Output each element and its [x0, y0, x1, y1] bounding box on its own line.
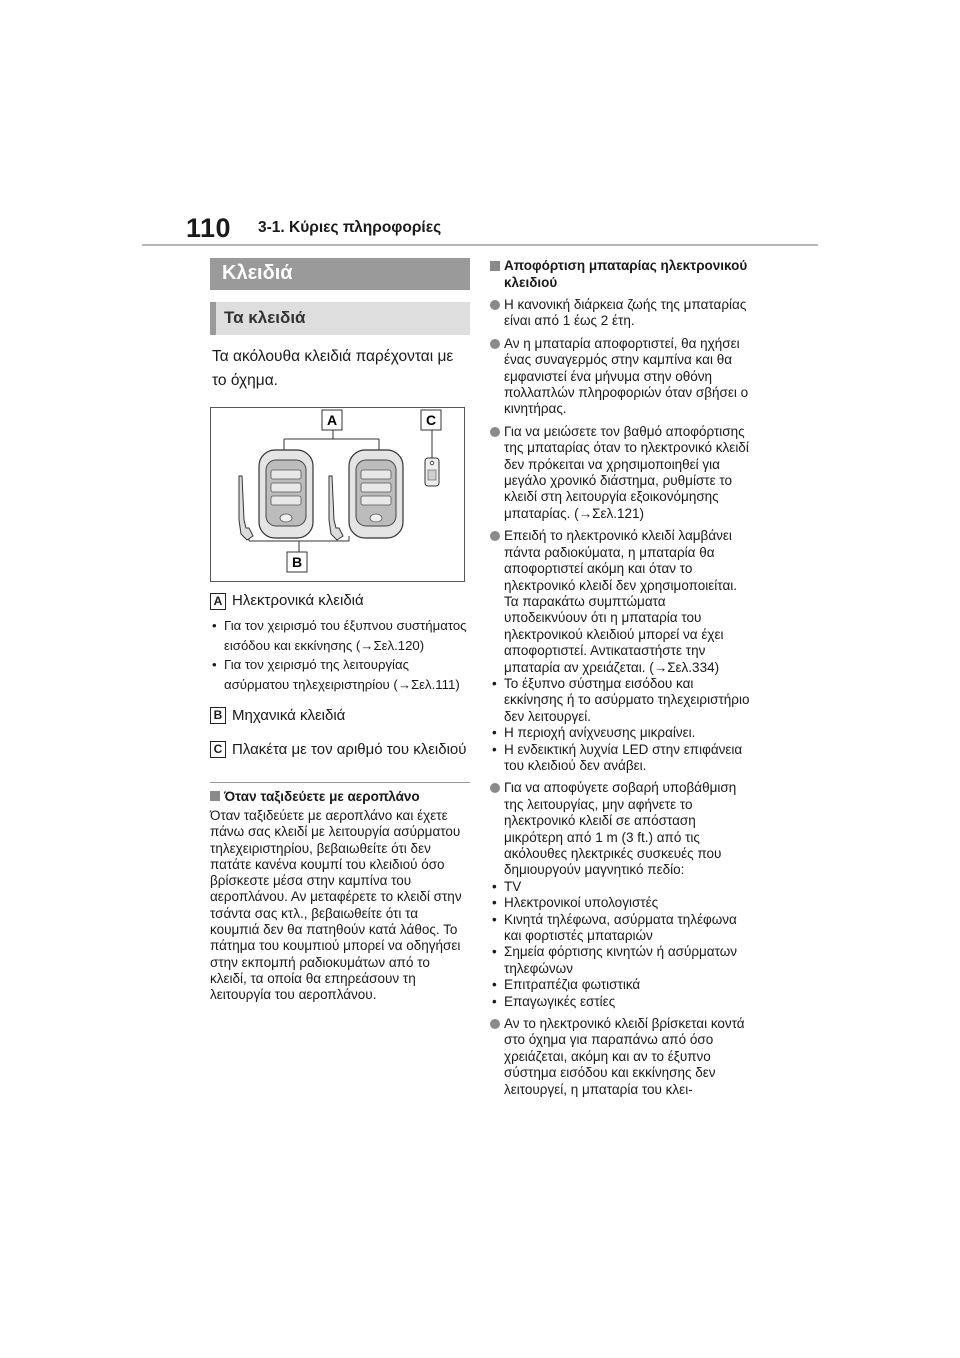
label-box-a: A: [210, 593, 226, 610]
intro-text: Τα ακόλουθα κλειδιά παρέχονται με το όχημα.: [212, 348, 454, 389]
smart-key-right: [349, 450, 403, 538]
list-item: • TV: [490, 879, 752, 895]
battery-heading-text: Αποφόρτιση μπαταρίας ηλεκτρονικού κλειδιού: [504, 258, 748, 290]
item-b-text: Μηχανικά κλειδιά: [232, 707, 346, 724]
list-item: • Επιτραπέζια φωτιστικά: [490, 977, 752, 993]
item-a: [210, 590, 470, 612]
figure-label-a: [322, 410, 342, 430]
label-box-b: B: [210, 707, 226, 724]
key-number-plate: [425, 458, 439, 486]
left-column: [210, 258, 470, 1004]
battery-item-3: [490, 424, 752, 522]
page-number: 110: [186, 213, 232, 243]
circle-bullet-icon: [490, 783, 500, 793]
battery-item-1: [490, 297, 752, 330]
figure-label-c: [421, 410, 441, 430]
header-divider: [142, 244, 818, 246]
list-item: • Η περιοχή ανίχνευσης μικραίνει.: [490, 725, 752, 741]
svg-text:A: A: [326, 412, 338, 428]
mechanical-key-right: [329, 476, 343, 540]
item-a-text: Ηλεκτρονικά κλειδιά: [232, 592, 364, 609]
battery-item-2: [490, 336, 752, 418]
svg-text:C: C: [425, 412, 437, 428]
smart-key-left: [259, 450, 313, 538]
circle-bullet-icon: [490, 300, 500, 310]
battery-item-6: [490, 1016, 752, 1098]
right-column: [490, 258, 752, 1098]
list-item: • Επαγωγικές εστίες: [490, 994, 752, 1010]
bullet: • Για τον χειρισμό του έξυπνου συστήματος εισόδου και εκκίνησης (→Σελ.120): [210, 616, 470, 655]
battery-item-text: Αν το ηλεκτρονικό κλειδί βρίσκεται κοντά στο όχημα για παραπάνω από όσο χρειάζεται, ακόμη και αν το έξυπνο σύστημα εισόδου και εκκίνησης δεν λειτουργεί, η μπαταρία του κλει-: [504, 1016, 745, 1097]
section-bar: [210, 258, 470, 290]
battery-heading: [490, 258, 752, 291]
list-item: • Κινητά τηλέφωνα, ασύρματα τηλέφωνα και φορτιστές μπαταριών: [490, 912, 752, 945]
device-list: [490, 879, 752, 1010]
airplane-body: Όταν ταξιδεύετε με αεροπλάνο και έχετε πάνω σας κλειδί με λειτουργία ασύρματου τηλεχειριστηρίου, βεβαιωθείτε ότι δεν πατάτε κανένα κουμπί του κλειδιού όσο βρίσκεστε μέσα στην καμπίνα του αεροπλάνου. Αν μεταφέρετε το κλειδί στην τσάντα σας κτλ., βεβαιωθείτε ότι τα κουμπιά δεν θα πατηθούν κατά λάθος. Το πάτημα του κουμπιού μπορεί να οδηγήσει στην εκπομπή ραδιοκυμάτων από το κλειδί, τα οποία θα επηρεάσουν τη λειτουργία του αεροπλάνου.: [210, 808, 462, 1003]
bullet: • Για τον χειρισμό της λειτουργίας ασύρματου τηλεχειριστηρίου (→Σελ.111): [210, 655, 470, 694]
item-c-text: Πλακέτα με τον αριθμό του κλειδιού: [232, 741, 467, 758]
item-b: [210, 704, 470, 728]
mechanical-key-left: [239, 476, 253, 540]
divider: [210, 782, 470, 783]
square-bullet-icon: [490, 261, 500, 271]
circle-bullet-icon: [490, 1019, 500, 1029]
list-item: • Η ενδεικτική λυχνία LED στην επιφάνεια του κλειδιού δεν ανάβει.: [490, 742, 752, 775]
keys-illustration: [211, 408, 464, 581]
battery-item-4: [490, 528, 752, 676]
circle-bullet-icon: [490, 531, 500, 541]
circle-bullet-icon: [490, 339, 500, 349]
svg-text:B: B: [291, 554, 303, 570]
list-item: • Σημεία φόρτισης κινητών ή ασύρματων τηλεφώνων: [490, 944, 752, 977]
item-c: [210, 738, 470, 762]
airplane-heading-text: Όταν ταξιδεύετε με αεροπλάνο: [224, 789, 420, 804]
battery-item-text: Η κανονική διάρκεια ζωής της μπαταρίας είναι από 1 έως 2 έτη.: [504, 297, 747, 329]
battery-item-text: Επειδή το ηλεκτρονικό κλειδί λαμβάνει πάντα ραδιοκύματα, η μπαταρία θα αποφορτιστεί ακόμη και όταν το ηλεκτρονικό κλειδί δεν χρησιμοποιείται. Τα παρακάτω συμπτώματα υποδεικνύουν ότι η μπαταρία του ηλεκτρονικού κλειδιού μπορεί να έχει αποφορτιστεί. Αντικαταστήστε την μπαταρία αν χρειάζεται. (→Σελ.334): [504, 528, 738, 675]
battery-item-text: Για να μειώσετε τον βαθμό αποφόρτισης της μπαταρίας όταν το ηλεκτρονικό κλειδί δεν πρόκειται να χρησιμοποιηθεί για μεγάλο χρονικό διάστημα, ρυθμίστε το κλειδί στη λειτουργία εξοικονόμησης μπαταρίας. (→Σελ.121): [504, 423, 749, 521]
subsection-bar-title: Τα κλειδιά: [224, 308, 306, 327]
item-a-bullets: [210, 616, 470, 694]
list-item: • Το έξυπνο σύστημα εισόδου και εκκίνησης ή το ασύρματο τηλεχειριστήριο δεν λειτουργεί.: [490, 676, 752, 725]
symptom-list: [490, 676, 752, 774]
circle-bullet-icon: [490, 427, 500, 437]
square-bullet-icon: [210, 791, 220, 801]
subsection-bar: [210, 302, 470, 335]
list-item: • Ηλεκτρονικοί υπολογιστές: [490, 895, 752, 911]
battery-item-text: Για να αποφύγετε σοβαρή υποβάθμιση της λειτουργίας, μην αφήνετε το ηλεκτρονικό κλειδί σε απόσταση μικρότερη από 1 m (3 ft.) από τις ακόλουθες ηλεκτρικές συσκευές που δημιουργούν μαγνητικό πεδίο:: [504, 780, 737, 878]
section-title: 3-1. Κύριες πληροφορίες: [258, 219, 442, 236]
airplane-heading: [210, 788, 470, 806]
battery-item-text: Αν η μπαταρία αποφορτιστεί, θα ηχήσει ένας συναγερμός στην καμπίνα και θα εμφανιστεί ένα μήνυμα στην οθόνη πολλαπλών πληροφοριών όταν σβήσει ο κινητήρας.: [504, 335, 749, 417]
label-box-c: C: [210, 741, 226, 758]
keys-figure: [210, 407, 465, 582]
battery-item-5: [490, 780, 752, 878]
figure-label-b: [287, 552, 307, 572]
section-bar-title: Κλειδιά: [222, 262, 293, 284]
